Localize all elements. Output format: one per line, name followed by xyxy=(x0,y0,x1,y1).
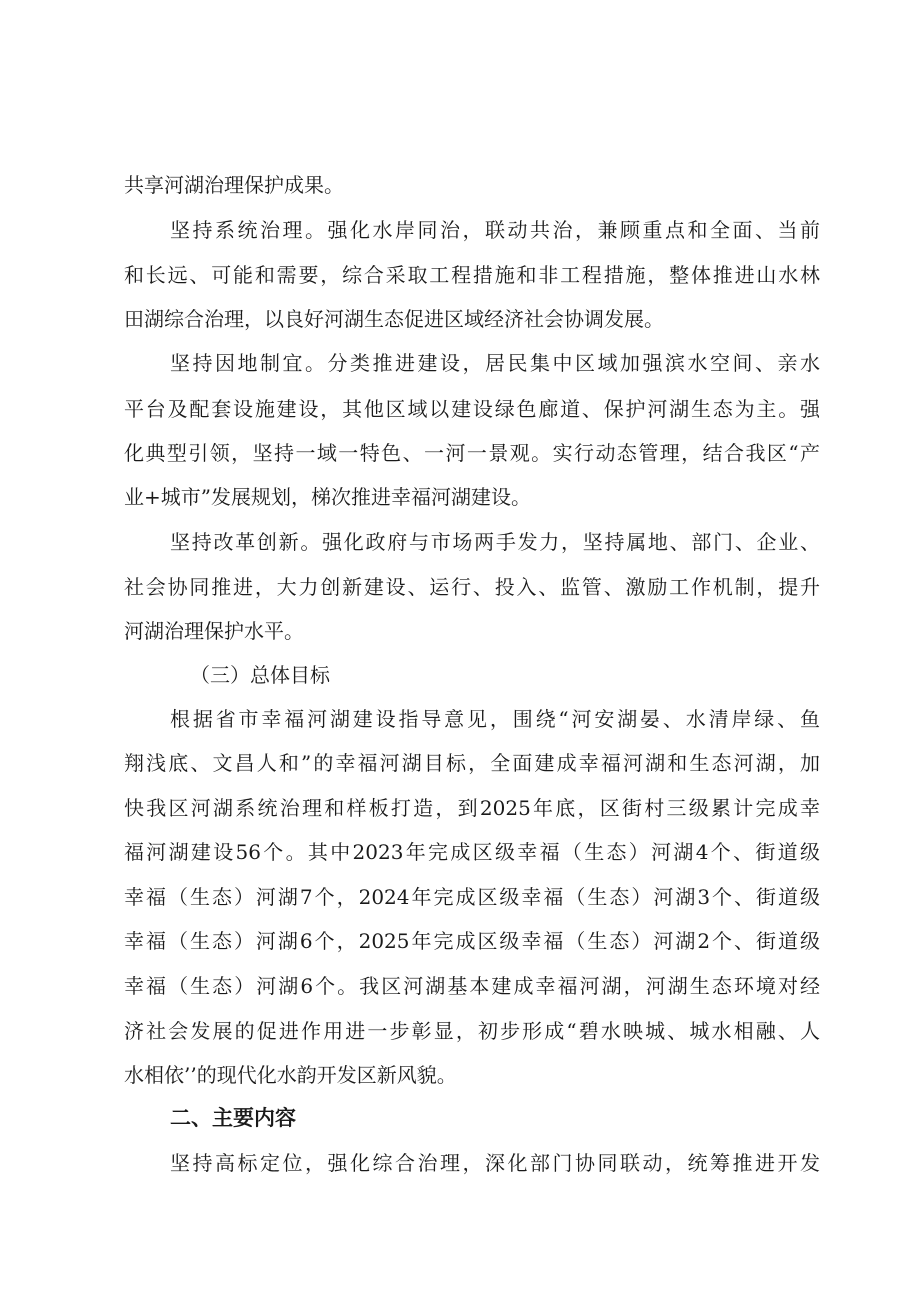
text-line: 济社会发展的促进作用进一步彰显，初步形成“碧水映城、城水相融、人 xyxy=(124,1019,820,1043)
text-line: 共享河湖治理保护成果。 xyxy=(124,173,344,197)
text-line: 坚持改革创新。强化政府与市场两手发力，坚持属地、部门、企业、 xyxy=(170,530,820,554)
text-line: 幸福（生态）河湖6个，2025年完成区级幸福（生态）河湖2个、街道级 xyxy=(124,929,820,953)
text-line: 快我区河湖系统治理和样板打造，到2025年底，区街村三级累计完成幸 xyxy=(124,796,820,820)
text-line: 河湖治理保护水平。 xyxy=(124,619,304,643)
section-heading: 二、主要内容 xyxy=(170,1106,296,1130)
text-line: 水相依’’的现代化水韵开发区新风貌。 xyxy=(124,1063,457,1087)
text-line: 翔浅底、文昌人和”的幸福河湖目标，全面建成幸福河湖和生态河湖，加 xyxy=(124,751,820,775)
text-line: （三）总体目标 xyxy=(190,663,330,687)
text-line: 坚持因地制宜。分类推进建设，居民集中区域加强滨水空间、亲水 xyxy=(170,351,820,375)
text-line: 社会协同推进，大力创新建设、运行、投入、监管、激励工作机制，提升 xyxy=(124,575,820,599)
text-line: 福河湖建设56个。其中2023年完成区级幸福（生态）河湖4个、街道级 xyxy=(124,840,820,864)
text-line: 业+城市”发展规划，梯次推进幸福河湖建设。 xyxy=(124,485,531,509)
text-line: 田湖综合治理，以良好河湖生态促进区域经济社会协调发展。 xyxy=(124,307,664,331)
text-line: 和长远、可能和需要，综合采取工程措施和非工程措施，整体推进山水林 xyxy=(124,263,820,287)
text-line: 坚持高标定位，强化综合治理，深化部门协同联动，统筹推进开发 xyxy=(170,1151,820,1175)
text-line: 化典型引领，坚持一域一特色、一河一景观。实行动态管理，结合我区“产 xyxy=(124,441,820,465)
text-line: 坚持系统治理。强化水岸同治，联动共治，兼顾重点和全面、当前 xyxy=(170,218,820,242)
text-line: 平台及配套设施建设，其他区域以建设绿色廊道、保护河湖生态为主。强 xyxy=(124,397,820,421)
text-line: 幸福（生态）河湖7个，2024年完成区级幸福（生态）河湖3个、街道级 xyxy=(124,885,820,909)
text-line: 幸福（生态）河湖6个。我区河湖基本建成幸福河湖，河湖生态环境对经 xyxy=(124,974,820,998)
text-line: 根据省市幸福河湖建设指导意见，围绕“河安湖晏、水清岸绿、鱼 xyxy=(170,707,820,731)
